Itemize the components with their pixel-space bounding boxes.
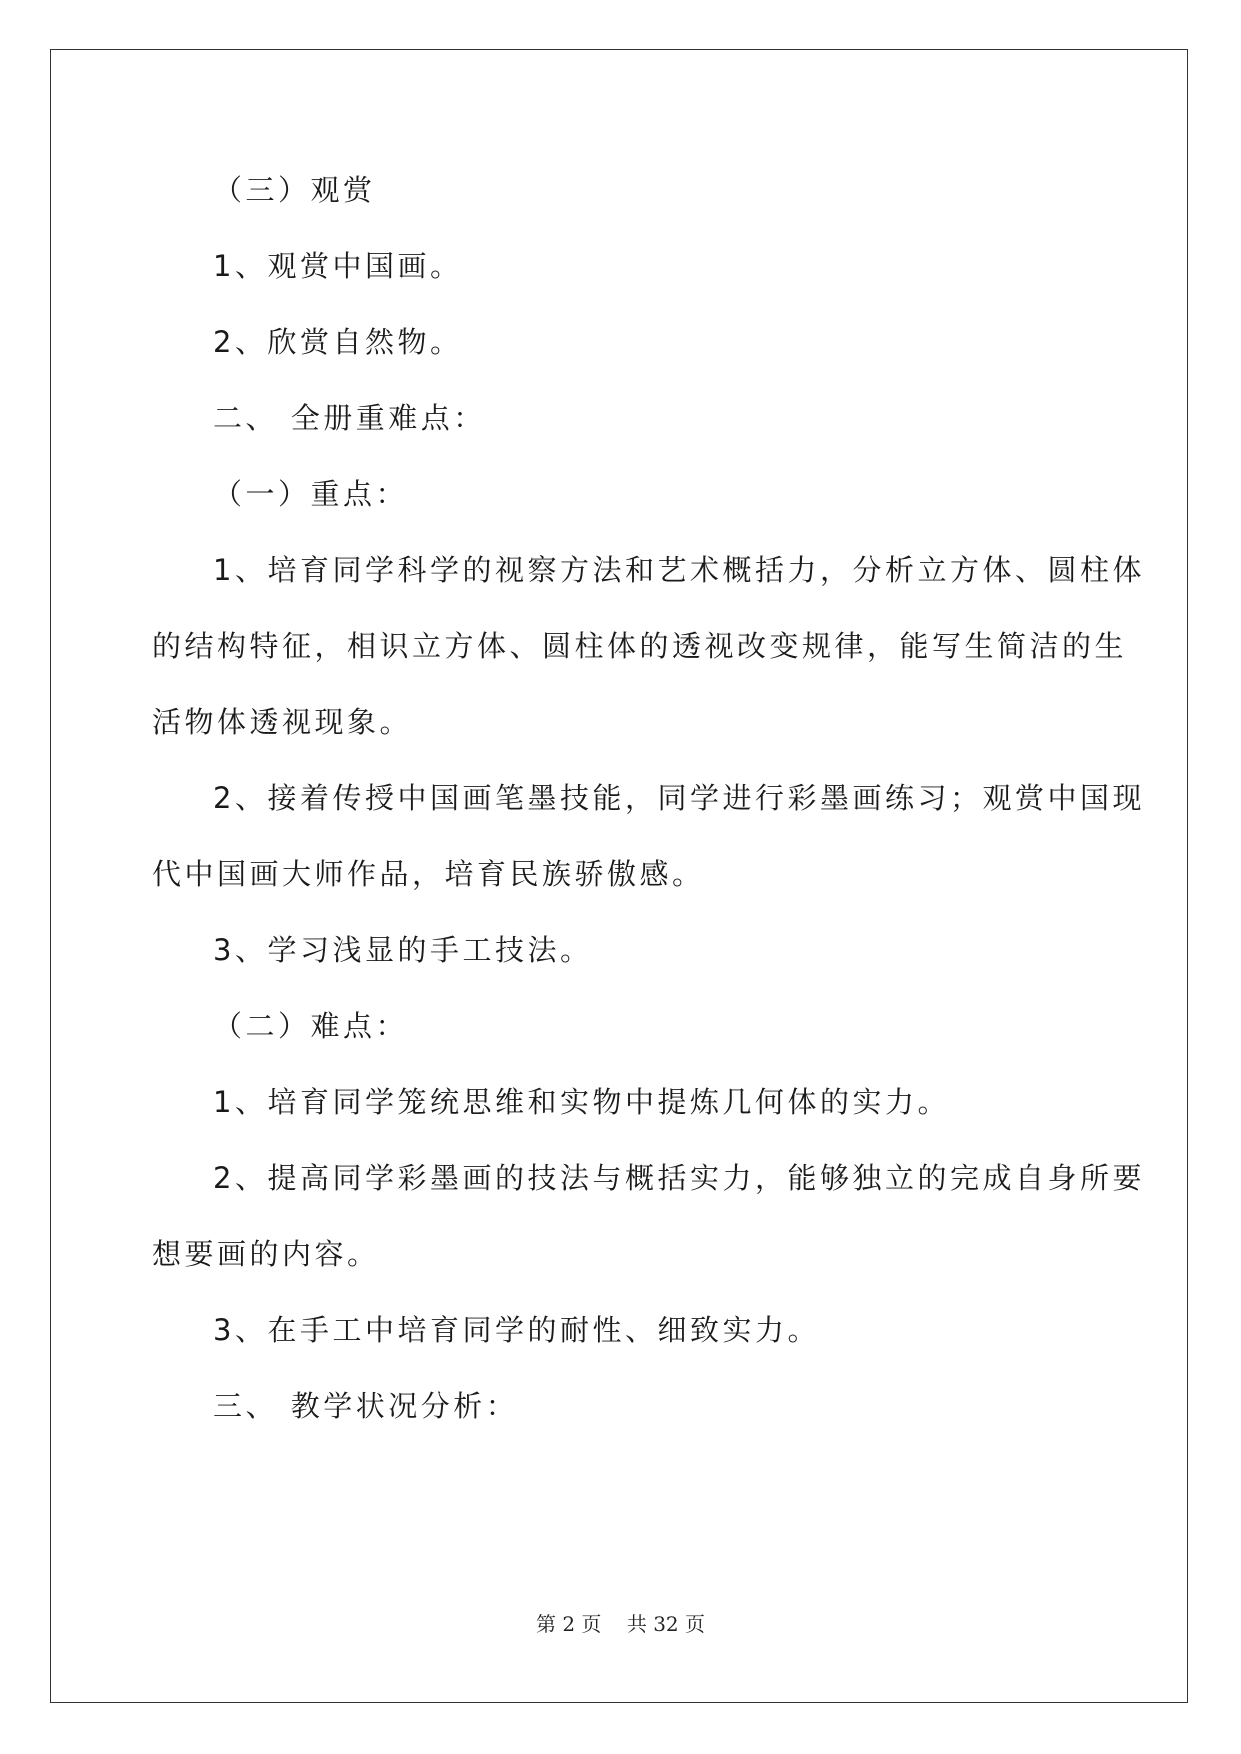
page-number-footer: 第 2 页 共 32 页 [535,1612,706,1636]
subsection-heading-key-points: （一）重点： [213,477,409,511]
paragraph-line: 2、接着传授中国画笔墨技能，同学进行彩墨画练习；观赏中国现 [213,781,1145,815]
paragraph: 3、在手工中培育同学的耐性、细致实力。 [213,1313,820,1347]
paragraph-line: 想要画的内容。 [152,1237,380,1271]
paragraph: 2、欣赏自然物。 [213,325,463,359]
paragraph: 1、培育同学笼统思维和实物中提炼几何体的实力。 [213,1085,950,1119]
section-heading-teaching-analysis: 三、 教学状况分析： [213,1389,519,1423]
paragraph-line: 代中国画大师作品，培育民族骄傲感。 [152,857,705,891]
paragraph: 3、学习浅显的手工技法。 [213,933,593,967]
section-heading-appreciation: （三）观赏 [213,173,376,207]
subsection-heading-difficult-points: （二）难点： [213,1009,409,1043]
paragraph-line: 1、培育同学科学的视察方法和艺术概括力，分析立方体、圆柱体 [213,553,1145,587]
section-heading-key-difficult-points: 二、 全册重难点： [213,401,486,435]
paragraph-line: 的结构特征，相识立方体、圆柱体的透视改变规律，能写生简洁的生 [152,629,1128,663]
paragraph: 1、观赏中国画。 [213,249,463,283]
paragraph-line: 活物体透视现象。 [152,705,413,739]
paragraph-line: 2、提高同学彩墨画的技法与概括实力，能够独立的完成自身所要 [213,1161,1145,1195]
